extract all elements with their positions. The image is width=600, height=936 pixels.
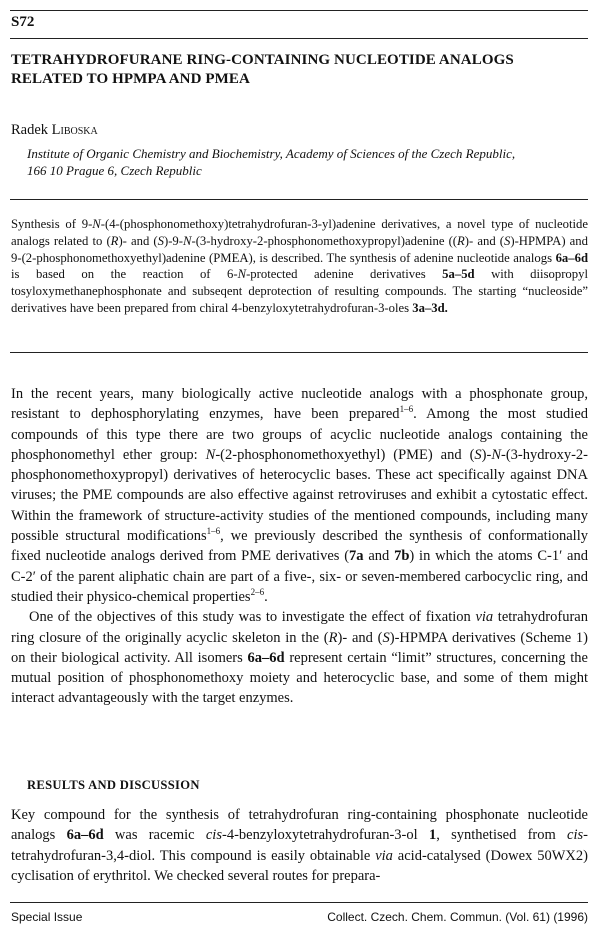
author-first-name: Radek (11, 122, 49, 138)
results-section (11, 805, 588, 886)
author (11, 122, 98, 139)
footer-issue: Special Issue (11, 910, 83, 924)
author-last-name: Liboska (51, 122, 98, 138)
top-rule (10, 10, 588, 11)
intro-paragraph-1: In the recent years, many biologically active nucleotide analogs with a phosphonate group, resistant to dephosphorylating enzymes, have been prepared$^{1-6}$. Among the most studied compounds of this type there are two groups of acyclic nucleotide analogs containing the phosphonomethyl ether group: N-(2-phosphonomethoxyethyl) (PME) and (S)-N-(3-hydroxy-2-phosphonomethoxypropyl) derivatives of heterocyclic bases. These act specifically against DNA viruses; the PME compounds are also effective against retroviruses and exhibit a cytostatic effect. Within the framework of structure-activity studies of the mentioned compounds, including many possible structural modifications$^{1-6}$, we previously described the synthesis of conformationally fixed nucleotide analogs derived from PME derivatives (7a and 7b) in which the atoms C-1′ and C-2′ of the parent aliphatic chain are part of a five-, six- or seven-membered carbocyclic ring, and studied their physico-chemical properties$^{2-6}$. (11, 386, 588, 605)
article-title: TETRAHYDROFURANE RING-CONTAINING NUCLEOTIDE ANALOGS RELATED TO HPMPA AND PMEA (11, 52, 514, 87)
introduction (11, 384, 588, 709)
affiliation-line-2: 166 10 Prague 6, Czech Republic (27, 163, 202, 178)
footer-rule (10, 902, 588, 903)
abstract: Synthesis of 9-N-(4-(phosphonomethoxy)tetrahydrofuran-3-yl)adenine derivatives, a novel type of nucleotide analogs related to (R)- and (S)-9-N-(3-hydroxy-2-phosphonomethoxypropyl)adenine ((R)- and (S)-HPMPA) and 9-(2-phosphonomethoxyethyl)adenine (PMEA), is described. The synthesis of adenine nucleotide analogs 6a–6d is based on the reaction of 6-N-protected adenine derivatives 5a–5d with diisopropyl tosyloxymethanephosphonate and subseqent deprotection of resulting compounds. The starting “nucleoside” derivatives have been prepared from chiral 4-benzyloxytetrahydrofuran-3-oles 3a–3d. (11, 217, 588, 315)
footer-citation: Collect. Czech. Chem. Commun. (Vol. 61) (1996) (327, 910, 588, 924)
affiliation-line-1: Institute of Organic Chemistry and Biochemistry, Academy of Sciences of the Czech Republic, (27, 146, 516, 161)
affiliation (27, 145, 587, 179)
abstract-top-rule (10, 199, 588, 200)
intro-paragraph-2: One of the objectives of this study was to investigate the effect of fixation via tetrahydrofuran ring closure of the originally acyclic skeleton in the (R)- and (S)-HPMPA derivatives (Scheme 1) on their biological activity. All isomers 6a–6d represent certain “limit” structures, concerning the mutual position of phosphonomethoxy moiety and heterocyclic base, and some of them might interact advantageously with the target enzymes. (11, 609, 589, 707)
results-paragraph-1: Key compound for the synthesis of tetrahydrofuran ring-containing phosphonate nucleotide analogs 6a–6d was racemic cis-4-benzyloxytetrahydrofuran-3-ol 1, synthetised from cis-tetrahydrofuran-3,4-diol. This compound is easily obtainable via acid-catalysed (Dowex 50WX2) cyclisation of erythritol. We checked several routes for prepara- (11, 807, 588, 884)
section-heading: RESULTS AND DISCUSSION (27, 778, 200, 792)
abstract-bottom-rule (10, 352, 588, 353)
page-number: S72 (11, 14, 35, 30)
header-rule (10, 38, 588, 39)
